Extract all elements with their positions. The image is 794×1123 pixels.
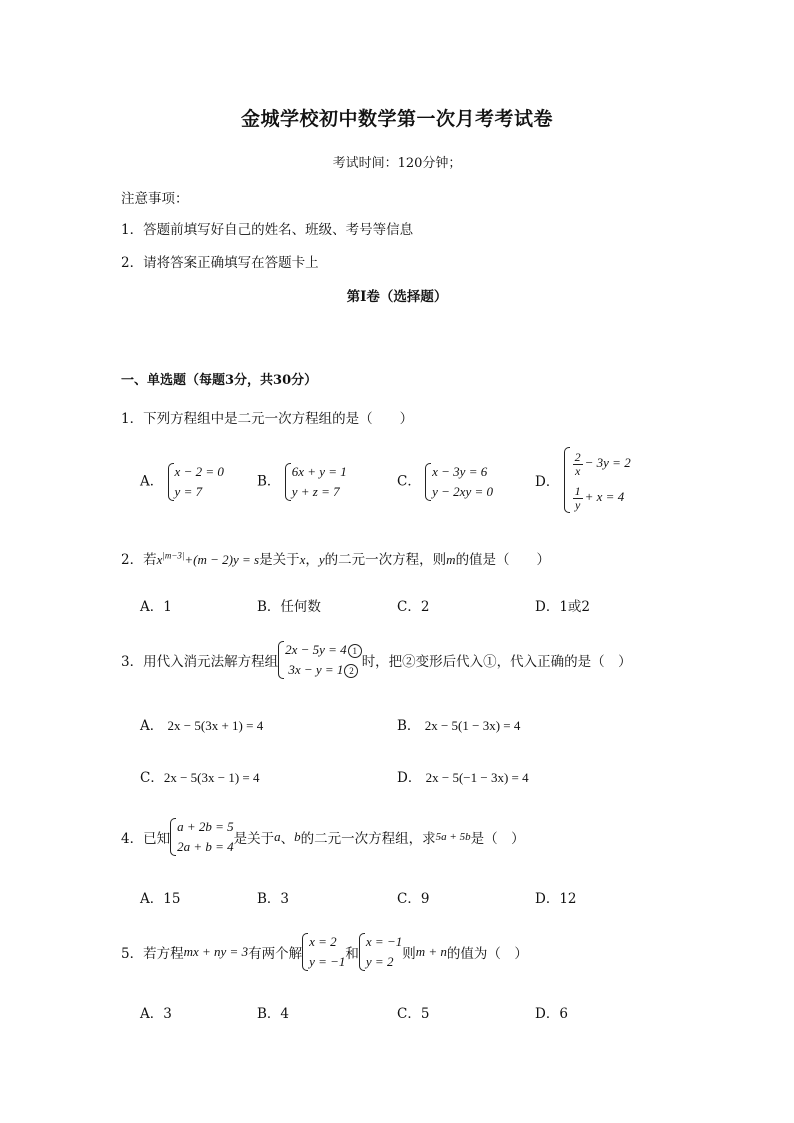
option-label: C．: [397, 473, 421, 490]
q3-option-c: C．2x − 5(3x − 1) = 4: [140, 770, 260, 786]
option-label: A．: [140, 473, 164, 490]
q4-option-a: A．15: [140, 891, 181, 907]
q2-option-a: A．1: [140, 599, 172, 615]
q1-option-b: [257, 462, 347, 502]
equation-system: [278, 640, 362, 680]
q2-stem: 2．若$x^{|m-3|}+(m - 2)y = s$是关于x，y的二元一次方程，则m的值是（ ）: [121, 550, 551, 568]
q1-option-d: [535, 446, 631, 514]
exam-time: 考试时间：120分钟；: [332, 156, 462, 171]
exam-title: 金城学校初中数学第一次月考考试卷: [240, 108, 553, 130]
q5-option-d: D．6: [535, 1006, 568, 1022]
q1-option-a: [140, 462, 224, 502]
section-title: 一、单选题（每题3分，共30分）: [121, 373, 318, 388]
option-label: B．: [257, 473, 281, 490]
q2-option-b: B．任何数: [257, 599, 321, 615]
q3-stem: 3．用代入消元法解方程组 2x − 5y = 4 1 3x − y = 1 2 时，把②变形后代入①，代入正确的是（ ）: [121, 640, 632, 680]
q5-option-b: B．4: [257, 1006, 290, 1022]
equation-line: 6x + y = 1: [291, 464, 347, 479]
equation-line: y + z = 7: [291, 484, 340, 499]
q4-stem: 4．已知 a + 2b = 5 2a + b = 4 是关于a、b的二元一次方程组，求5a + 5b是（ ）: [121, 817, 525, 857]
equation-line: 2x − 5y = 4 1: [285, 640, 362, 660]
equation-line: $\frac{2}{x}$ − 3y = 2: [574, 449, 631, 478]
q3-option-d: D． 2x − 5(−1 − 3x) = 4: [397, 770, 529, 786]
circled-number-icon: 2: [344, 664, 358, 678]
fraction: $\frac{2}{x}$: [574, 449, 581, 478]
circled-number-icon: 1: [348, 644, 362, 658]
equation-line: y = −1: [309, 954, 346, 969]
equation-system: [170, 817, 234, 857]
notes-heading: 注意事项：: [121, 191, 189, 207]
option-label: D．: [535, 474, 560, 490]
equation-line: a + 2b = 5: [177, 819, 234, 834]
q3-option-a: A． 2x − 5(3x + 1) = 4: [140, 718, 264, 734]
fraction: $\frac{1}{y}$: [574, 483, 581, 512]
equation-system: [425, 462, 493, 502]
q5-stem: 5．若方程mx + ny = 3有两个解 x = 2 y = −1 和 x = −1 y = 2 则m + n的值为（ ）: [121, 932, 528, 972]
equation-line: 3x − y = 1 2: [285, 660, 362, 680]
equation-system: [285, 462, 347, 502]
equation-line: 2a + b = 4: [177, 839, 234, 854]
q1-option-c: [397, 462, 493, 502]
equation-line: x − 2 = 0: [174, 464, 224, 479]
q4-option-b: B．3: [257, 891, 290, 907]
note-item-2: 2．请将答案正确填写在答题卡上: [121, 255, 319, 271]
q5-option-a: A．3: [140, 1006, 172, 1022]
q2-option-c: C．2: [397, 599, 430, 615]
equation-line: $\frac{1}{y}$ + x = 4: [574, 483, 625, 512]
q5-option-c: C．5: [397, 1006, 430, 1022]
q3-option-b: B． 2x − 5(1 − 3x) = 4: [397, 718, 521, 734]
equation-line: y − 2xy = 0: [432, 484, 493, 499]
equation-line: x − 3y = 6: [432, 464, 488, 479]
equation-line: y = 2: [365, 954, 394, 969]
volume-title: 第Ⅰ卷（选择题）: [346, 289, 448, 305]
equation-line: y = 7: [174, 484, 203, 499]
q1-stem: 1．下列方程组中是二元一次方程组的是（ ）: [121, 411, 414, 427]
q4-option-d: D．12: [535, 891, 577, 907]
equation-system: [564, 446, 631, 514]
equation-system: [359, 932, 402, 972]
q2-option-d: D．1或2: [535, 599, 591, 615]
note-item-1: 1．答题前填写好自己的姓名、班级、考号等信息: [121, 222, 414, 238]
equation-system: [302, 932, 345, 972]
equation-line: x = −1: [365, 934, 403, 949]
equation-system: [168, 462, 224, 502]
equation-line: x = 2: [309, 934, 337, 949]
q4-option-c: C．9: [397, 891, 430, 907]
